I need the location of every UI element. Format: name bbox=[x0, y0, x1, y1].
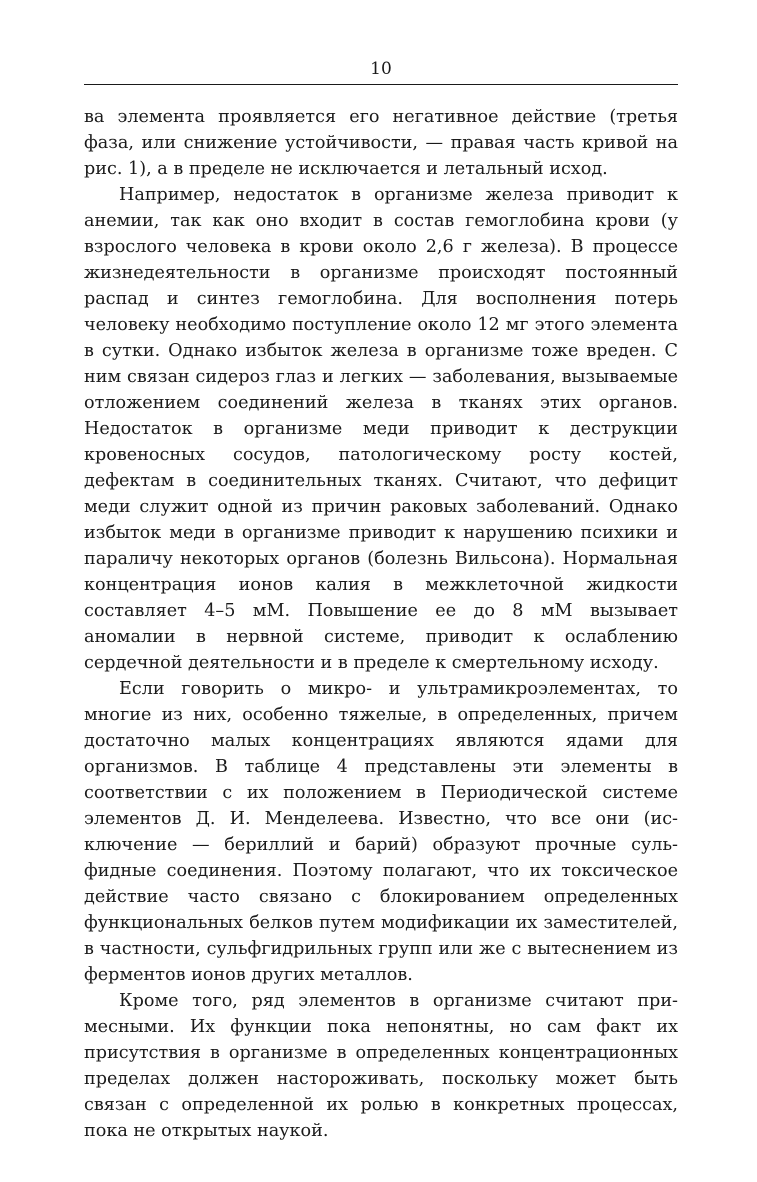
paragraph-impurity-elements: Кроме того, ряд элементов в организме считают примесными. Их функции пока непонятны, но сам факт их присутствия в организме в определенных концентрационных пределах должен настороживать, поскольку может быть связан с определенной их ролью в конкретных процессах, пока не открытых наукой. bbox=[84, 991, 678, 1141]
page-number: 10 bbox=[370, 59, 392, 79]
book-page bbox=[84, 58, 678, 1144]
header-rule bbox=[84, 84, 678, 85]
paragraph-continuation: ва элемента проявляется его негативное действие (третья фаза, или снижение устойчивости, — правая часть кривой на рис. 1), а в пределе не исключается и летальный исход. bbox=[84, 107, 678, 179]
paragraph-iron-copper-potassium: Например, недостаток в организме железа приводит к анемии, так как оно входит в состав гемоглобина крови (у взрослого человека в крови около 2,6 г железа). В процессе жизнедеятельности в организме происходят постоянный распад и синтез гемоглобина. Для восполнения потерь человеку необходимо поступление около 12 мг этого элемента в сутки. Однако избыток железа в организме тоже вреден. С ним связан сидероз глаз и легких — заболевания, вызываемые отложением соединений железа в тканях этих органов. Недостаток в организме меди приводит к деструкции кровеносных сосудов, патологическому росту костей, дефектам в соединительных тканях. Считают, что дефицит меди служит одной из причин раковых заболеваний. Однако избыток меди в организме приводит к нарушению психики и параличу некоторых органов (болезнь Вильсона). Нормальная концентрация ионов калия в межклеточной жидкости составляет 4–5 мМ. Повышение ее до 8 мМ вызывает аномалии в нервной системе, приводит к ослаблению сердечной деятельности и в пределе к смертельному исходу. bbox=[84, 185, 678, 673]
body-text bbox=[84, 104, 678, 1144]
paragraph-trace-elements: Если говорить о микро- и ультрамикроэлементах, то многие из них, особенно тяжелые, в определенных, причем достаточно малых концентрациях являются ядами для организмов. В таблице 4 представлены эти элементы в соответствии с их положением в Периодической системе элементов Д. И. Менделеева. Известно, что все они (исключение — бериллий и барий) образуют прочные сульфидные соединения. Поэтому полагают, что их токсическое действие часто связано с блокированием определенных функциональных белков путем модификации их заместителей, в частности, сульфгидрильных групп или же с вытеснением из ферментов ионов других металлов. bbox=[84, 679, 678, 985]
